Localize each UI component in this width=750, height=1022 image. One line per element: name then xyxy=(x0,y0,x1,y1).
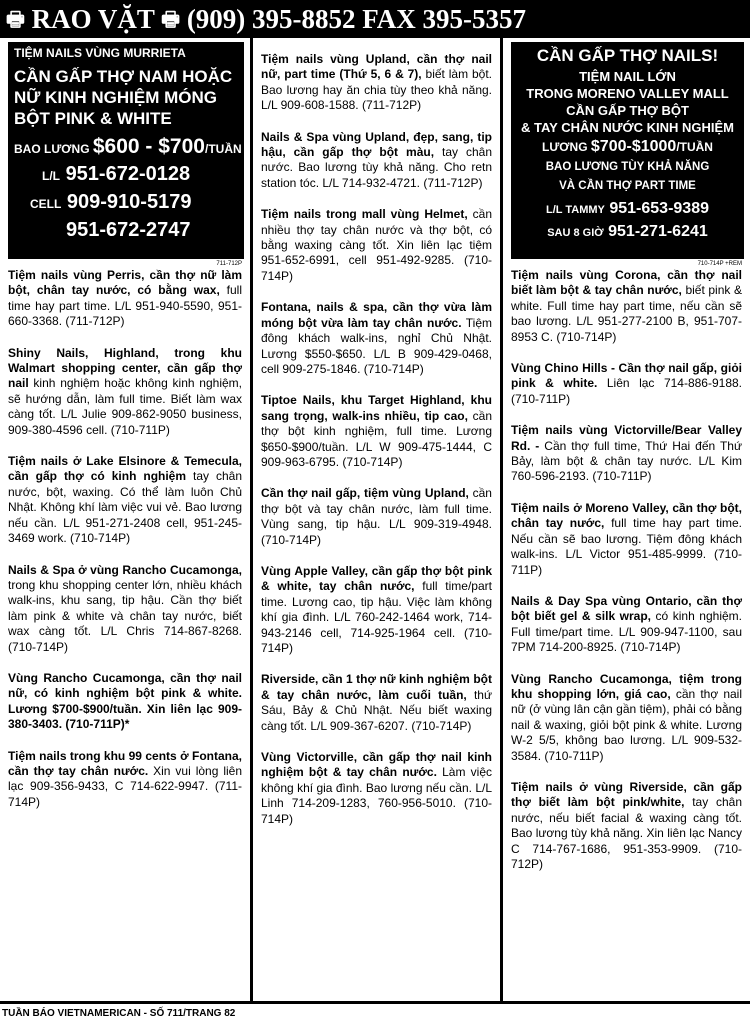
ad-body: Cần thợ full time, Thứ Hai đến Thứ Bảy, làm bột & chân tay nước. L/L Kim 760-596-2193. (710-711P) xyxy=(511,438,742,484)
ad-headline: Tiệm nails vùng Victorville/Bear Valley Rd. - xyxy=(511,423,742,453)
ad-line: TRONG MORENO VALLEY MALL xyxy=(526,86,729,101)
classified-ad xyxy=(261,130,492,192)
header-fax: FAX 395-5357 xyxy=(362,4,527,34)
classified-ad xyxy=(511,423,742,485)
ad-headline: Riverside, cần 1 thợ nữ kinh nghiệm bột & tay chân nước, làm cuối tuần, xyxy=(261,672,492,702)
ad-body: full time hay part time. Nếu cần sẽ bao lương. Tiệm đông khách walk-ins. L/L Victor 951-485-9999. (710-711P) xyxy=(511,516,742,577)
ad-headline: Fontana, nails & spa, cần thợ vừa làm móng bột vừa làm tay chân nước. xyxy=(261,300,492,330)
ad-headline: Shiny Nails, Highland, trong khu Walmart shopping center, cần gấp thợ nail xyxy=(8,345,242,391)
ad-line: & TAY CHÂN NƯỚC KINH NGHIỆM xyxy=(520,120,735,135)
ad-run-tag: 710-714P +REM xyxy=(697,261,742,267)
classified-ad xyxy=(8,268,242,330)
ad-headline: Tiệm nails ở Lake Elsinore & Temecula, cần gấp thợ có kinh nghiệm xyxy=(8,454,242,484)
pay-label: BAO LƯƠNG xyxy=(14,142,90,156)
ad-line: CẦN GẤP THỢ BỘT xyxy=(566,103,689,118)
classified-ad xyxy=(511,780,742,872)
phone-number: 909-910-5179 xyxy=(66,191,192,213)
ad-headline: Vùng Rancho Cucamonga, cần thợ nail nữ, có kinh nghiệm bột pink & white. Lương $700-$900/tuần. Xin liên lạc 909-380-3403. (710-711P)* xyxy=(8,670,242,732)
classified-ad xyxy=(261,52,492,114)
display-ad-murrieta xyxy=(8,42,244,259)
classified-ad xyxy=(261,750,492,827)
ad-body: tay chân nước, nếu biết facial & waxing càng tốt. Bao lương tùy khả năng. Xin liên lạc Nancy C 714-767-1686, 951-353-9909. (710-712P) xyxy=(511,795,742,871)
classified-ad xyxy=(8,749,242,811)
phone-label: L/L TAMMY xyxy=(546,204,605,216)
ad-body: tay chân nước, bột, waxing. Có thể làm luôn Chủ Nhật. Không khí làm việc vui vẻ. Bao lương nếu cần. L/L 951-271-2408 cell, 951-245-3469 work. (710-714P) xyxy=(8,469,242,546)
phone-label: SAU 8 GIỜ xyxy=(547,227,604,239)
ad-headline: Tiptoe Nails, khu Target Highland, khu sang trọng, walk-ins nhiều, tip cao, xyxy=(261,393,492,423)
ad-body: biết pink & white. Full time hay part time, nếu cần sẽ bao lương. L/L 951-277-2100 B, 951-707-8953 C. (710-714P) xyxy=(511,283,743,344)
ad-body: có kinh nghiệm. Full time/part time. L/L 909-947-1100, sau 7PM 714-200-8925. (710-714P) xyxy=(511,609,742,655)
classified-ad xyxy=(261,564,492,656)
ad-body: tay chân nước. Bao lương tùy khả năng. Cho retn station tóc. L/L 714-932-4721. (711-712P) xyxy=(261,145,492,190)
column-1 xyxy=(0,38,250,1001)
ad-body: thứ Sáu, Bảy & Chủ Nhật. Nếu biết waxing càng tốt. L/L 909-367-6207. (710-714P) xyxy=(261,687,493,733)
phone-number: 951-653-9389 xyxy=(609,200,709,217)
ad-phone-3 xyxy=(14,217,238,243)
ad-phone-2 xyxy=(14,189,238,217)
ad-pay xyxy=(515,138,740,156)
ad-title: CẦN GẤP THỢ NAILS! xyxy=(536,46,719,65)
phone-number: 951-672-2747 xyxy=(66,219,191,241)
classified-ad xyxy=(511,268,742,345)
classified-ad xyxy=(261,207,492,284)
ad-body: cần thợ bột và tay chân nước, làm full time. Vùng sang, tip hậu. L/L 909-319-4948. (710-714P) xyxy=(261,486,492,547)
ad-body: trong khu shopping center lớn, nhiều khách walk-ins, khu sang, tip hậu. Cần thợ biết làm pink & white và chân tay nước, biết wax càng tốt. L/L Chris 714-867-8268. (710-714P) xyxy=(8,577,242,654)
ad-body: Xin vui lòng liên lạc 909-356-9433, C 714-622-9947. (711-714P) xyxy=(8,763,243,809)
ad-headline: Vùng Apple Valley, cần gấp thợ bột pink & white, tay chân nước, xyxy=(261,563,492,594)
header-phone: (909) 395-8852 xyxy=(186,4,356,34)
ad-body: Làm việc không khí gia đình. Bao lương nếu cần. L/L Linh 714-209-1283, 760-956-5010. (710-714P) xyxy=(261,765,492,826)
ad-headline: Tiệm nails ở Moreno Valley, cần thợ bột, chân tay nước, xyxy=(511,500,742,531)
ad-headline: Tiệm nails ở vùng Riverside, cần gấp thợ biết làm bột pink/white, xyxy=(511,779,742,810)
ad-phone-1 xyxy=(515,198,740,221)
classified-ad xyxy=(261,393,492,470)
classified-list xyxy=(253,52,500,827)
ad-headline: Tiệm nails trong mall vùng Helmet, xyxy=(261,207,468,222)
ad-phone-2 xyxy=(515,221,740,244)
classified-ad xyxy=(261,300,492,377)
classified-ad xyxy=(511,672,742,764)
page-footer: TUẦN BÁO VIETNAMERICAN - SỐ 711/TRANG 82 xyxy=(2,1008,236,1019)
pay-unit: /TUẦN xyxy=(676,140,713,154)
ad-headline: Tiệm nails vùng Corona, cần thợ nail biết làm bột & tay chân nước, xyxy=(511,268,742,298)
ad-body: full time/part time. Lương cao, tip hậu. Việc làm không khí gia đình. L/L 760-242-1464 work, 714-943-2146 cell, 714-925-1964 cell. (710-714P) xyxy=(261,579,492,655)
phone-label: CELL xyxy=(30,197,62,211)
classified-ad xyxy=(8,671,242,733)
ad-headline: Nails & Spa ở vùng Rancho Cucamonga, xyxy=(8,562,242,577)
ad-headline: Tiệm nails trong khu 99 cents ở Fontana, cần thợ tay chân nước. xyxy=(8,748,242,778)
ad-pay xyxy=(14,135,242,159)
classified-list xyxy=(0,268,250,810)
pay-unit: /TUẦN xyxy=(204,142,242,156)
ad-note: VÀ CẦN THỢ PART TIME xyxy=(559,180,696,192)
column-3 xyxy=(500,38,750,1001)
ad-headline: Nails & Day Spa vùng Ontario, cần thợ bột biết gel & silk wrap, xyxy=(511,593,742,624)
pay-value: $600 - $700 xyxy=(92,135,205,158)
pay-value: $700-$1000 xyxy=(590,138,677,155)
ad-headline: Tiệm nails vùng Perris, cần thợ nữ làm bột, chân tay nước, có bằng wax, xyxy=(8,268,242,298)
ad-phone-1 xyxy=(14,161,238,189)
classified-ad xyxy=(511,594,742,656)
ad-top-line: TIỆM NAILS VÙNG MURRIETA xyxy=(14,46,186,60)
ad-headline: Vùng Rancho Cucamonga, tiệm trong khu shopping lớn, giá cao, xyxy=(511,671,742,701)
phone-number: 951-672-0128 xyxy=(65,163,191,185)
phone-label: L/L xyxy=(42,169,60,183)
classified-ad xyxy=(8,454,242,546)
typewriter-icon: 🖶 xyxy=(161,9,181,31)
classified-list xyxy=(503,268,750,872)
ad-body: Tiệm đông khách walk-ins, nghỉ Chủ Nhật. Lương $550-$650. L/L B 909-429-0468, cell 909-275-1846. (710-714P) xyxy=(261,315,493,376)
display-ad-moreno-valley xyxy=(511,42,744,259)
pay-label: LƯƠNG xyxy=(542,140,588,154)
ad-headline: Vùng Chino Hills - Cần thợ nail gấp, giỏi pink & white. xyxy=(511,361,742,391)
classified-ad xyxy=(511,501,742,578)
ad-body: Liên lạc 714-886-9188. (710-711P) xyxy=(511,376,743,406)
ad-line: TIỆM NAIL LỚN xyxy=(579,69,676,84)
section-title: RAO VẶT xyxy=(31,4,155,34)
ad-note: BAO LƯƠNG TÙY KHẢ NĂNG xyxy=(545,161,710,173)
ad-headline: Vùng Victorville, cần gấp thợ nail kinh nghiệm bột & tay chân nước. xyxy=(261,750,492,780)
ad-headline: Cần thợ nail gấp, tiệm vùng Upland, xyxy=(261,486,469,501)
ad-body: cần thợ nail nữ (ở vùng lân cận gần tiệm), phải có bằng nail & waxing, giỏi bột pink & white. Lương W-2 5/5, không bao lương. L/L 909-532-3584. (710-711P) xyxy=(511,686,743,763)
ad-run-tag: 711-712P xyxy=(216,261,242,267)
ad-headline: Tiệm nails vùng Upland, cần thợ nail nữ, part time (Thứ 5, 6 & 7), xyxy=(261,52,492,82)
ad-body: full time hay part time. L/L 951-940-5590, 951-660-3368. (711-712P) xyxy=(8,283,242,329)
ad-body: cần thợ bột kinh nghiệm, full time. Lương $650-$900/tuần. L/L W 909-475-1444, C 909-963-6795. (710-714P) xyxy=(261,408,492,469)
classified-ad xyxy=(261,486,492,548)
classified-ad xyxy=(8,346,242,438)
ad-headline: CẦN GẤP THỢ NAM HOẶC NỮ KINH NGHIỆM MÓNG BỘT PINK & WHITE xyxy=(14,67,233,128)
column-2 xyxy=(250,38,500,1001)
classified-ad xyxy=(511,361,742,407)
typewriter-icon: 🖶 xyxy=(6,9,25,31)
phone-number: 951-271-6241 xyxy=(608,223,708,240)
ad-body: kinh nghiệm hoặc không kinh nghiệm, sẽ hướng dẫn, làm full time. Biết làm wax càng tốt. L/L Julie 909-862-9050 business, 909-380-4596 cell. (710-711P) xyxy=(8,376,242,437)
classified-ad xyxy=(8,563,242,655)
ad-body: biết làm bột. Bao lương hay ăn chia tùy theo khả năng. L/L 909-608-1588. (711-712P) xyxy=(261,67,493,113)
classified-ad xyxy=(261,672,492,734)
bottom-rule xyxy=(0,1001,750,1004)
page-header xyxy=(0,0,750,38)
ad-body: cần nhiều thợ tay chân nước và thợ bột, có bằng waxing càng tốt. Xin liên lạc tiệm 951-652-6991, cell 951-492-9285. (710-714P) xyxy=(261,207,492,283)
ad-headline: Nails & Spa vùng Upland, đẹp, sang, tip hậu, cần gấp thợ bột màu, xyxy=(261,129,492,160)
